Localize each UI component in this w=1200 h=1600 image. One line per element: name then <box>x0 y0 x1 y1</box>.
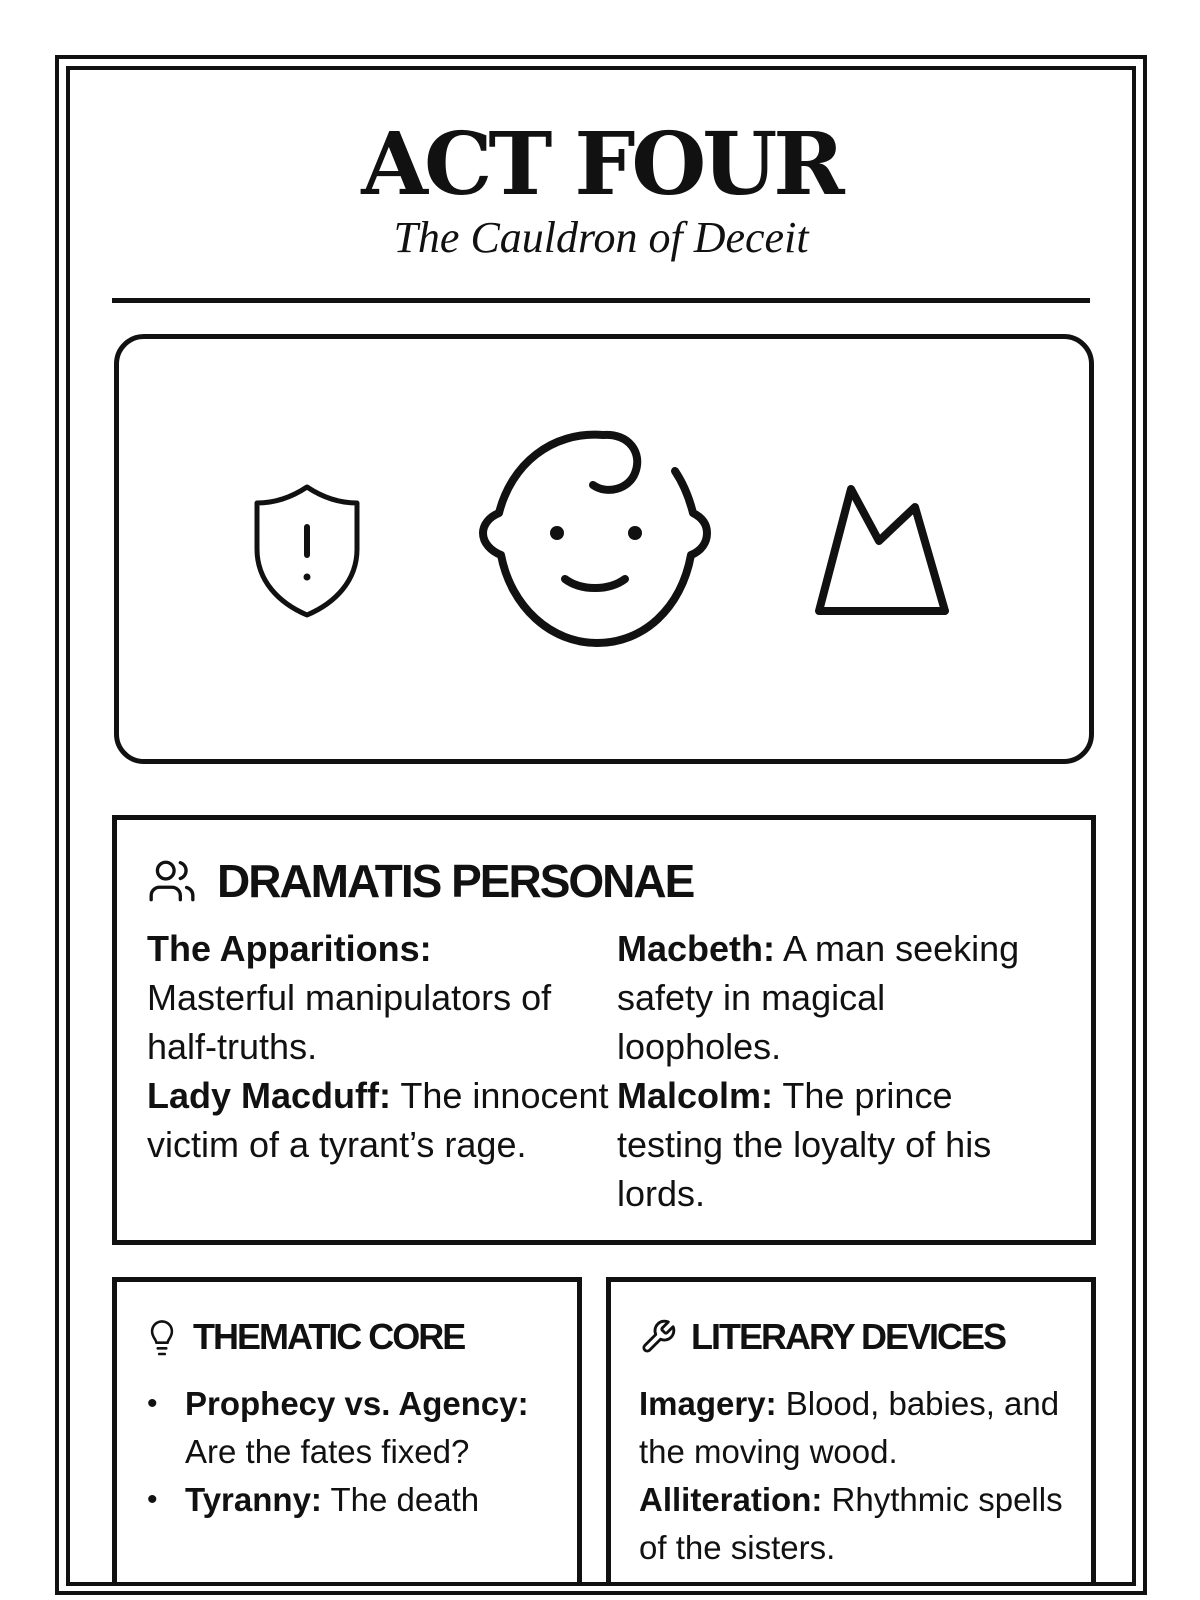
character-name: Lady Macduff: <box>147 1075 392 1116</box>
wrench-icon <box>639 1318 677 1356</box>
page-subtitle: The Cauldron of Deceit <box>393 213 809 262</box>
users-icon <box>147 856 197 906</box>
literary-list <box>639 1380 1077 1572</box>
personae-header <box>147 854 693 908</box>
device-text: Rhythmic spells of the sisters. <box>639 1481 1063 1566</box>
header <box>70 114 1132 262</box>
baby-icon <box>453 421 733 681</box>
card <box>66 66 1136 1586</box>
hero-illustration-panel <box>114 334 1094 764</box>
character-description: A man seeking safety in magical loopholes. <box>617 928 1020 1067</box>
dramatis-personae-section <box>112 815 1096 1245</box>
personae-heading: DRAMATIS PERSONAE <box>217 855 694 907</box>
crown-icon <box>805 481 955 621</box>
device-text: Blood, babies, and the moving wood. <box>639 1385 1060 1470</box>
theme-term: Prophecy vs. Agency: <box>185 1385 529 1422</box>
page-title: ACT FOUR <box>361 114 841 215</box>
device-term: Imagery: <box>639 1385 777 1422</box>
character-name: Macbeth: <box>617 928 776 969</box>
character-name: The Apparitions: <box>147 928 432 969</box>
character-entry <box>617 1071 1057 1218</box>
thematic-list <box>145 1380 557 1524</box>
header-divider <box>112 298 1090 303</box>
lightbulb-icon <box>145 1317 179 1357</box>
character-description: Masterful manipulators of half-truths. <box>147 977 552 1067</box>
character-description: The prince testing the loyalty of his lords. <box>617 1075 992 1214</box>
list-item <box>145 1476 557 1524</box>
device-term: Alliteration: <box>639 1481 823 1518</box>
character-entry <box>147 924 617 1071</box>
theme-term: Tyranny: <box>185 1481 322 1518</box>
literary-heading: LITERARY DEVICES <box>691 1316 1006 1357</box>
literary-devices-section <box>606 1277 1096 1586</box>
theme-text: Are the fates fixed? <box>185 1433 470 1470</box>
shield-alert-icon <box>249 481 365 621</box>
list-item <box>639 1476 1077 1572</box>
thematic-header <box>145 1316 464 1358</box>
list-item <box>639 1380 1077 1476</box>
personae-columns <box>147 924 1065 1218</box>
character-name: Malcolm: <box>617 1075 774 1116</box>
literary-header <box>639 1316 1005 1358</box>
thematic-heading: THEMATIC CORE <box>193 1316 465 1357</box>
theme-text: The death <box>330 1481 480 1518</box>
character-entry <box>617 924 1057 1071</box>
personae-left-column <box>147 924 617 1218</box>
character-entry <box>147 1071 617 1169</box>
personae-right-column <box>617 924 1057 1218</box>
character-description: The innocent victim of a tyrant’s rage. <box>147 1075 609 1165</box>
thematic-core-section <box>112 1277 582 1586</box>
list-item <box>145 1380 557 1476</box>
